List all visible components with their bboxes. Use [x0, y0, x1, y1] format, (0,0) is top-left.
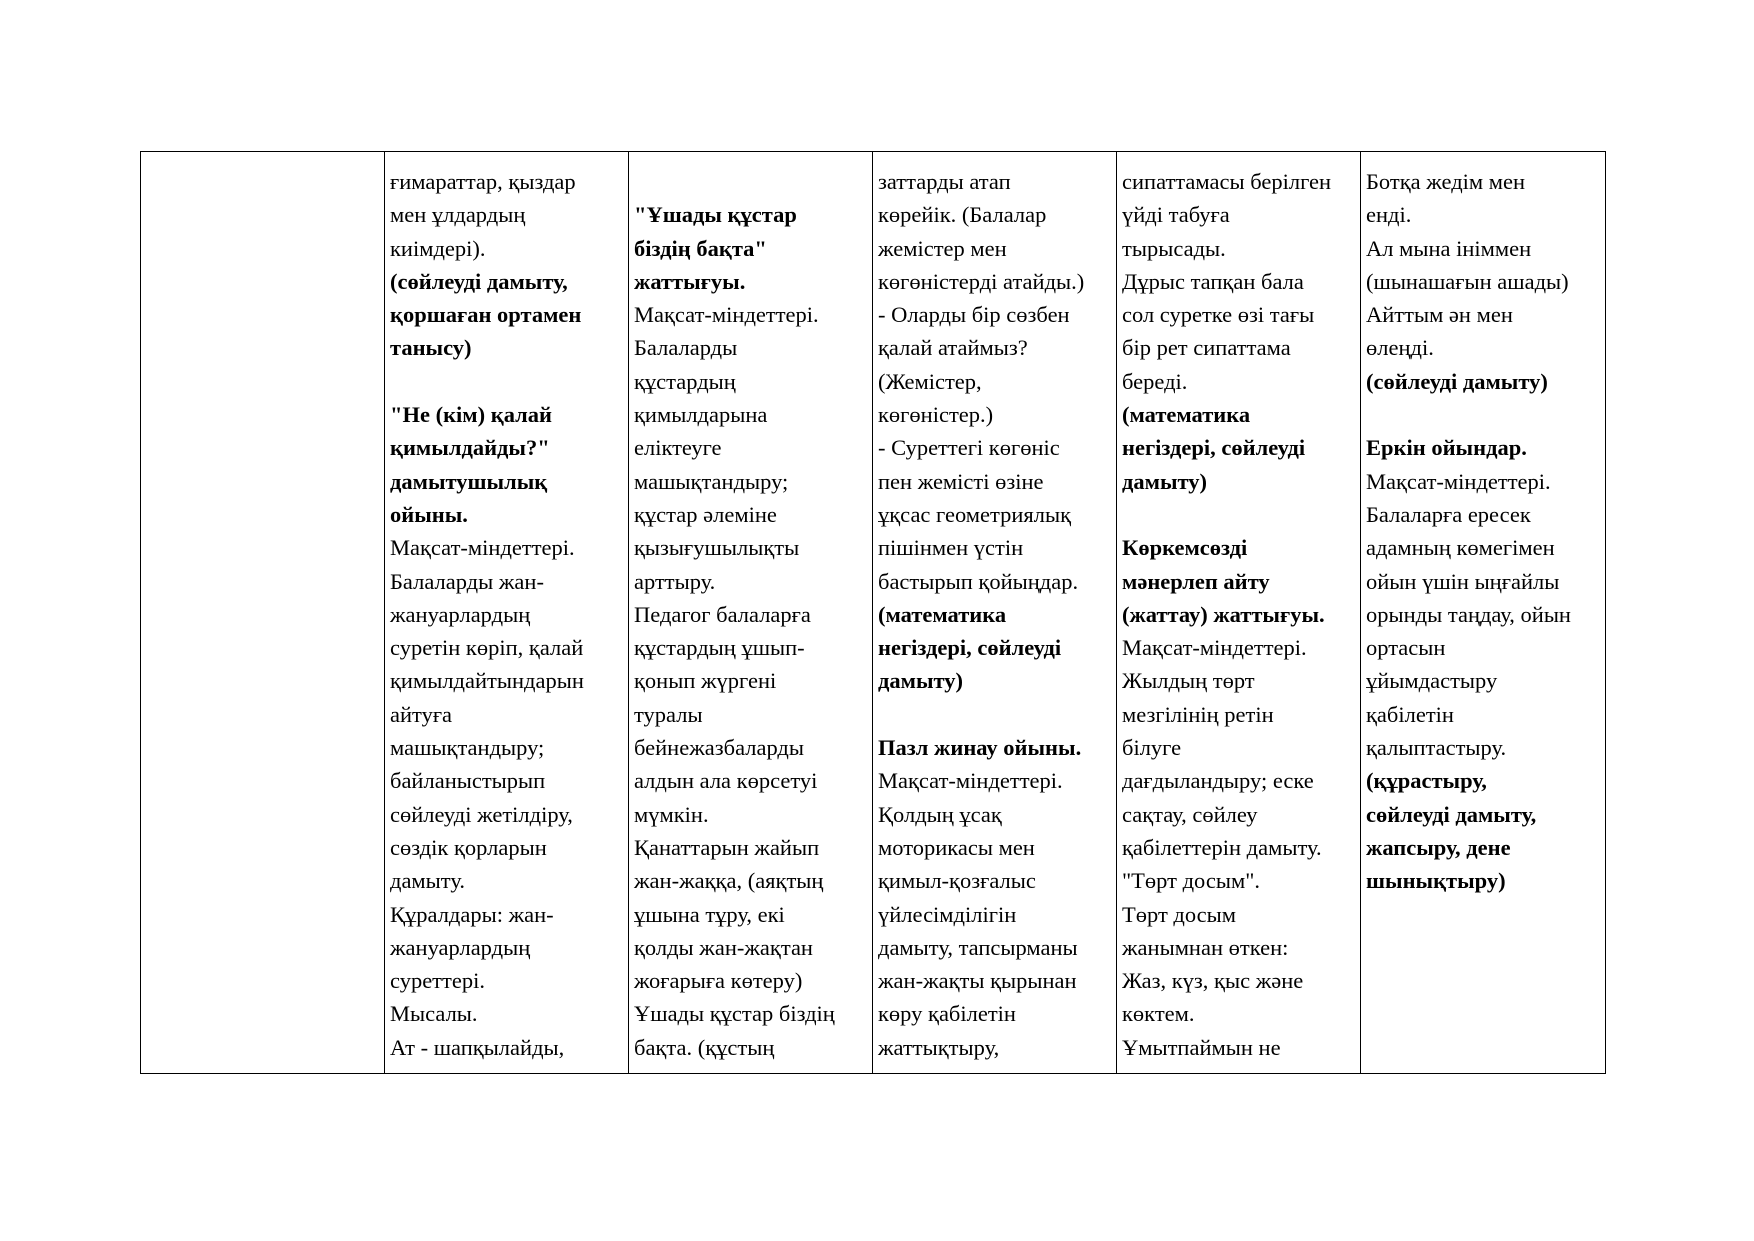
- text-line: білуге: [1122, 735, 1182, 761]
- text-line: ортасын: [1366, 635, 1446, 661]
- bold-text-line: (математика: [878, 601, 1007, 627]
- bold-text-line: ойыны.: [390, 501, 468, 527]
- text-line: Ботқа жедім мен: [1366, 169, 1526, 194]
- text-line: туралы: [634, 701, 703, 727]
- bold-text-line: "Не (кім) қалай: [390, 402, 553, 428]
- text-line: жан-жақты қырынан: [878, 968, 1077, 994]
- text-line: байланыстырып: [390, 768, 546, 794]
- text-line: Балаларды: [634, 335, 738, 361]
- text-line: бір рет сипаттама: [1122, 335, 1291, 361]
- text-line: қимыл-қозғалыс: [878, 868, 1036, 894]
- text-line: дамыту, тапсырманы: [878, 934, 1078, 960]
- bold-text-line: (сөйлеуді дамыту): [1366, 368, 1548, 394]
- text-line: қолды жан-жақтан: [634, 934, 813, 960]
- text-line: Ұшады құстар біздің: [634, 1001, 835, 1027]
- text-line: Балаларға ересек: [1366, 501, 1531, 527]
- text-line: Ал мына iнiммен: [1366, 235, 1532, 261]
- bold-text-line: (құрастыру,: [1366, 768, 1487, 794]
- text-line: бақта. (құстың: [634, 1034, 775, 1060]
- text-line: көрейік. (Балалар: [878, 202, 1047, 228]
- text-line: машықтандыру;: [390, 735, 545, 761]
- text-line: орынды таңдау, ойын: [1366, 601, 1571, 627]
- text-line: дағдыландыру; еске: [1122, 768, 1314, 794]
- text-line: жоғарыға көтеру): [634, 968, 803, 994]
- text-line: енді.: [1366, 202, 1412, 228]
- text-line: пішінмен үстін: [878, 535, 1024, 561]
- text-line: мезгілінің ретін: [1122, 701, 1274, 727]
- text-line: сақтау, сөйлеу: [1122, 801, 1258, 827]
- text-line: ұшына тұру, екі: [634, 901, 785, 927]
- text-line: көгөністер.): [878, 402, 994, 428]
- bold-text-line: дамыту): [1122, 468, 1208, 494]
- text-line: ойын үшін ыңғайлы: [1366, 568, 1560, 594]
- text-line: арттыру.: [634, 568, 716, 594]
- text-line: [1366, 398, 1601, 431]
- text-line: суреттері.: [390, 968, 485, 994]
- text-line: [390, 365, 624, 398]
- schedule-table: [140, 151, 1606, 1074]
- text-line: Мақсат-міндеттері.: [1122, 635, 1307, 661]
- text-line: үйді табуға: [1122, 202, 1230, 228]
- text-line: үйлесімділігін: [878, 901, 1017, 927]
- text-line: жанымнан өткен:: [1122, 934, 1289, 960]
- text-line: Төрт досым: [1122, 901, 1237, 927]
- bold-text-line: шынықтыру): [1366, 868, 1506, 894]
- text-line: суретін көріп, қалай: [390, 635, 584, 661]
- text-line: Дұрыс тапқан бала: [1122, 268, 1304, 294]
- text-line: сипаттамасы берілген: [1122, 169, 1332, 194]
- table-cell-col-4: [873, 152, 1117, 1074]
- text-line: ғимараттар, қыздар: [390, 169, 576, 194]
- bold-text-line: сөйлеуді дамыту,: [1366, 801, 1537, 827]
- bold-text-line: дамытушылық: [390, 468, 548, 494]
- text-line: Мақсат-міндеттері.: [634, 302, 819, 328]
- text-line: Ұмытпаймын не: [1122, 1034, 1281, 1060]
- text-line: Мақсат-міндеттері.: [1366, 468, 1551, 494]
- text-line: [878, 698, 1112, 731]
- text-line: сол суретке өзі тағы: [1122, 302, 1315, 328]
- text-line: Мақсат-міндеттері.: [878, 768, 1063, 794]
- bold-text-line: негіздері, сөйлеуді: [878, 635, 1062, 661]
- table-cell-col-6: [1361, 152, 1606, 1074]
- bold-text-line: жапсыру, дене: [1366, 834, 1511, 860]
- text-line: дамыту.: [390, 868, 465, 894]
- text-line: жан-жаққа, (аяқтың: [634, 868, 824, 894]
- text-line: өлеңді.: [1366, 335, 1434, 361]
- text-line: жануарлардың: [390, 601, 531, 627]
- text-line: қабілетін: [1366, 701, 1454, 727]
- text-line: адамның көмегімен: [1366, 535, 1555, 561]
- bold-text-line: "Ұшады құстар: [634, 202, 797, 228]
- text-line: Ат - шапқылайды,: [390, 1034, 565, 1060]
- text-line: қызығушылықты: [634, 535, 800, 561]
- text-line: қимылдарына: [634, 402, 768, 428]
- bold-text-line: Еркін ойындар.: [1366, 435, 1527, 461]
- bold-text-line: (сөйлеуді дамыту,: [390, 268, 568, 294]
- text-line: бейнежазбаларды: [634, 735, 804, 761]
- bold-text-line: жаттығуы.: [634, 268, 746, 294]
- text-line: көктем.: [1122, 1001, 1195, 1027]
- bold-text-line: қимылдайды?": [390, 435, 550, 461]
- text-line: "Төрт досым".: [1122, 868, 1260, 894]
- text-line: Мысалы.: [390, 1001, 478, 1027]
- text-line: ұйымдастыру: [1366, 668, 1498, 694]
- text-line: құстардың ұшып-: [634, 635, 805, 661]
- text-line: береді.: [1122, 368, 1188, 394]
- text-line: жемістер мен: [878, 235, 1007, 261]
- bold-text-line: Пазл жинау ойыны.: [878, 735, 1082, 761]
- bold-text-line: біздің бақта": [634, 235, 767, 261]
- bold-text-line: (математика: [1122, 402, 1251, 428]
- text-line: қалыптастыру.: [1366, 735, 1507, 761]
- text-line: ұқсас геометриялық: [878, 501, 1072, 527]
- text-line: [1122, 498, 1356, 531]
- text-line: - Оларды бір сөзбен: [878, 302, 1070, 328]
- text-line: киімдері).: [390, 235, 486, 261]
- text-line: моторикасы мен: [878, 834, 1035, 860]
- text-line: қимылдайтындарын: [390, 668, 584, 694]
- text-line: сөйлеуді жетілдіру,: [390, 801, 573, 827]
- text-line: көгөністерді атайды.): [878, 268, 1085, 294]
- text-line: Балаларды жан-: [390, 568, 544, 594]
- bold-text-line: дамыту): [878, 668, 964, 694]
- text-line: Педагог балаларға: [634, 601, 811, 627]
- text-line: мен ұлдардың: [390, 202, 526, 228]
- text-line: Айттым ән мен: [1366, 302, 1513, 328]
- text-line: еліктеуге: [634, 435, 722, 461]
- table-row: [141, 152, 1606, 1074]
- text-line: пен жемісті өзіне: [878, 468, 1044, 494]
- bold-text-line: танысу): [390, 335, 472, 361]
- text-line: (шынашағын ашады): [1366, 268, 1569, 294]
- text-line: тырысады.: [1122, 235, 1226, 261]
- table-cell-col-5: [1117, 152, 1361, 1074]
- text-line: құстардың: [634, 368, 736, 394]
- text-line: айтуға: [390, 701, 453, 727]
- table-cell-col-1: [141, 152, 385, 1074]
- text-line: Жылдың төрт: [1122, 668, 1255, 694]
- bold-text-line: (жаттау) жаттығуы.: [1122, 601, 1325, 627]
- text-line: қалай атаймыз?: [878, 335, 1028, 361]
- text-line: Құралдары: жан-: [390, 901, 554, 927]
- text-line: Қанаттарын жайып: [634, 834, 820, 860]
- bold-text-line: негіздері, сөйлеуді: [1122, 435, 1306, 461]
- text-line: қабілеттерін дамыту.: [1122, 834, 1322, 860]
- text-line: Жаз, күз, қыс және: [1122, 968, 1304, 994]
- bold-text-line: Көркемсөзді: [1122, 535, 1248, 561]
- text-line: - Суреттегі көгөніс: [878, 435, 1060, 461]
- text-line: бастырып қойыңдар.: [878, 568, 1079, 594]
- text-line: қонып жүргені: [634, 668, 777, 694]
- text-line: мүмкін.: [634, 801, 709, 827]
- text-line: Мақсат-міндеттері.: [390, 535, 575, 561]
- text-line: Қолдың ұсақ: [878, 801, 1002, 827]
- text-line: заттарды атап: [878, 169, 1011, 194]
- text-line: көру қабілетін: [878, 1001, 1016, 1027]
- text-line: машықтандыру;: [634, 468, 789, 494]
- text-line: жаттықтыру,: [878, 1034, 1000, 1060]
- text-line: сөздік қорларын: [390, 834, 547, 860]
- bold-text-line: қоршаған ортамен: [390, 302, 582, 328]
- text-line: [634, 165, 868, 198]
- text-line: құстар әлеміне: [634, 501, 777, 527]
- table-cell-col-3: [629, 152, 873, 1074]
- text-line: алдын ала көрсетуі: [634, 768, 818, 794]
- bold-text-line: мәнерлеп айту: [1122, 568, 1270, 594]
- text-line: жануарлардың: [390, 934, 531, 960]
- table-cell-col-2: [385, 152, 629, 1074]
- text-line: (Жемістер,: [878, 368, 982, 394]
